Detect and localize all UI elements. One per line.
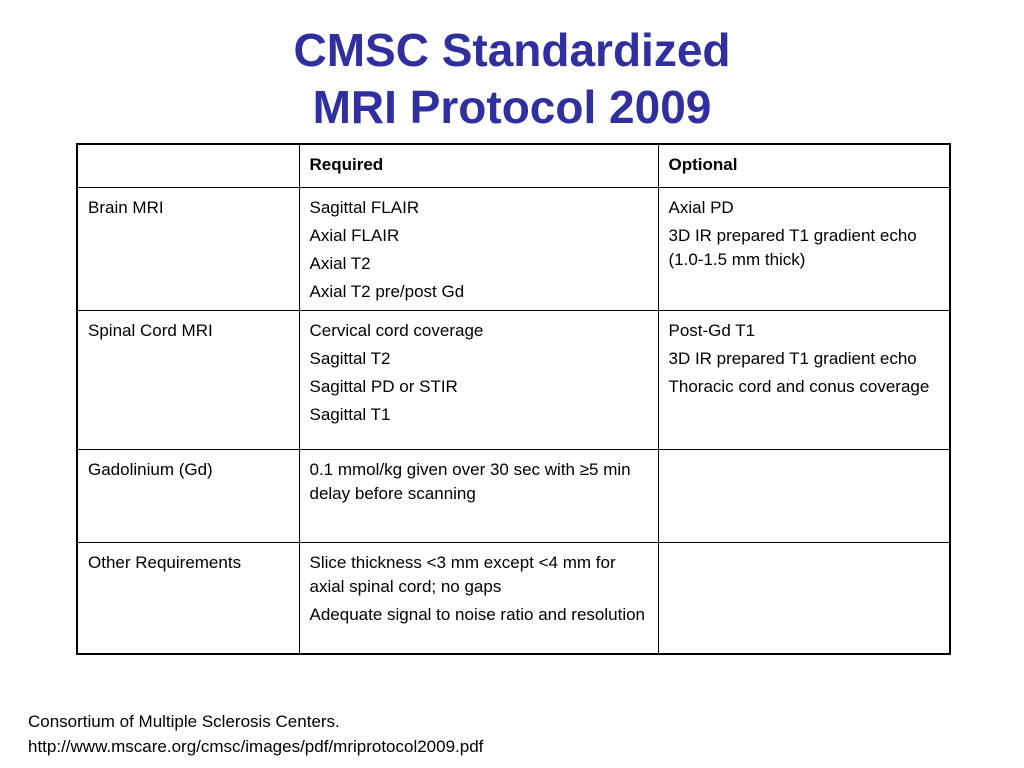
- required-item: Cervical cord coverage: [309, 321, 484, 340]
- row-label: Brain MRI: [77, 188, 299, 311]
- required-cell: [299, 450, 658, 543]
- required-item: Sagittal PD or STIR: [309, 377, 458, 396]
- required-item: Adequate signal to noise ratio and resolution: [309, 605, 646, 624]
- protocol-table: [76, 143, 951, 655]
- row-label: Other Requirements: [77, 543, 299, 655]
- optional-cell-empty: [658, 543, 950, 655]
- citation-line: Consortium of Multiple Sclerosis Centers.: [28, 712, 340, 731]
- title-line-1: CMSC Standardized: [293, 24, 731, 76]
- table-header-row: [77, 144, 950, 188]
- citation-url: http://www.mscare.org/cmsc/images/pdf/mriprotocol2009.pdf: [28, 737, 484, 756]
- optional-cell: [658, 188, 950, 311]
- row-label: Gadolinium (Gd): [77, 450, 299, 543]
- required-item: Axial T2: [309, 254, 371, 273]
- required-item: Sagittal T1: [309, 405, 391, 424]
- row-label: Spinal Cord MRI: [77, 311, 299, 450]
- required-cell: [299, 188, 658, 311]
- required-item: 0.1 mmol/kg given over 30 sec with ≥5 min delay before scanning: [309, 460, 631, 503]
- header-optional: Optional: [658, 144, 950, 188]
- required-cell: [299, 311, 658, 450]
- required-item: Axial FLAIR: [309, 226, 400, 245]
- header-empty: [77, 144, 299, 188]
- source-citation: [28, 709, 483, 759]
- required-item: Axial T2 pre/post Gd: [309, 282, 465, 301]
- optional-cell-empty: [658, 450, 950, 543]
- optional-item: Post-Gd T1: [668, 321, 756, 340]
- table-row-other-requirements: [77, 543, 950, 655]
- required-cell: [299, 543, 658, 655]
- required-item: Sagittal FLAIR: [309, 198, 420, 217]
- required-item: Slice thickness <3 mm except <4 mm for axial spinal cord; no gaps: [309, 553, 616, 596]
- slide-title: [0, 22, 1024, 136]
- table-row-gadolinium: [77, 450, 950, 543]
- required-item: Sagittal T2: [309, 349, 391, 368]
- table-row-brain-mri: [77, 188, 950, 311]
- optional-item: Thoracic cord and conus coverage: [668, 377, 930, 396]
- optional-item: Axial PD: [668, 198, 734, 217]
- title-line-2: MRI Protocol 2009: [312, 81, 712, 133]
- optional-cell: [658, 311, 950, 450]
- table-row-spinal-cord-mri: [77, 311, 950, 450]
- header-required: Required: [299, 144, 658, 188]
- optional-item: 3D IR prepared T1 gradient echo (1.0-1.5 mm thick): [668, 226, 917, 269]
- optional-item: 3D IR prepared T1 gradient echo: [668, 349, 917, 368]
